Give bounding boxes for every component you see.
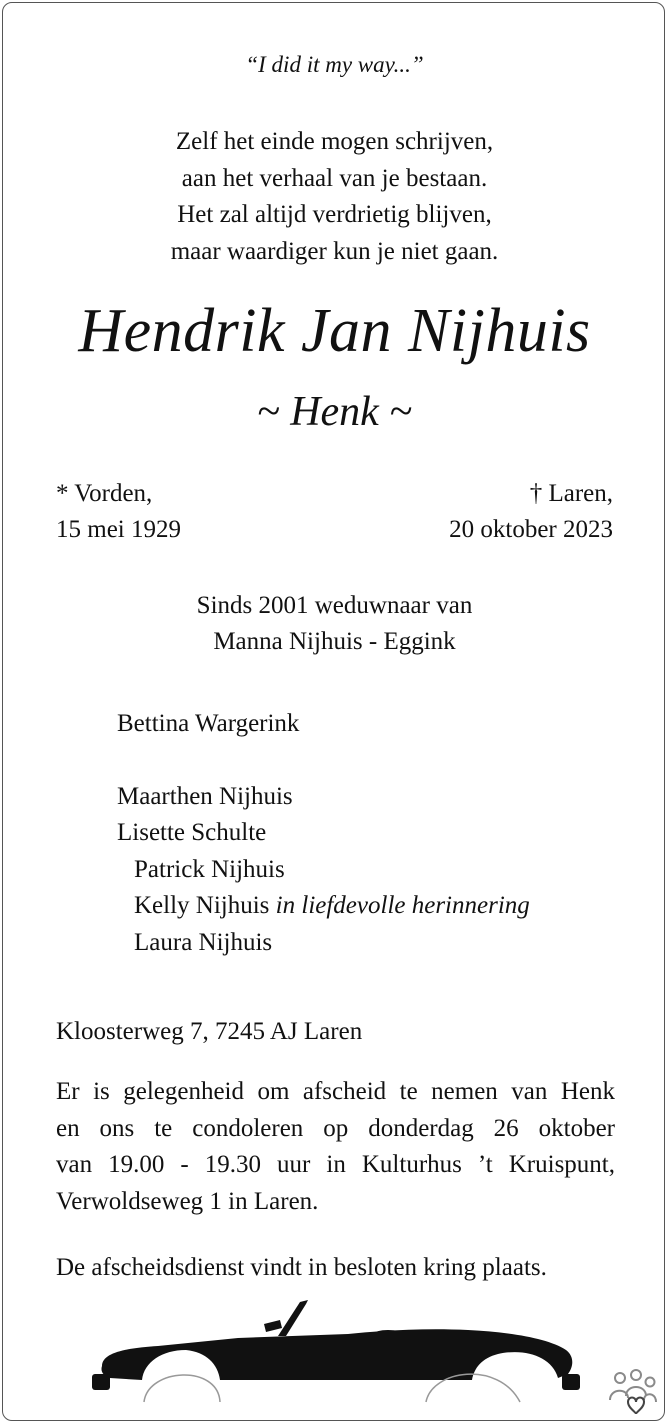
quote: “I did it my way...” — [245, 52, 424, 77]
convertible-car-icon — [88, 1294, 588, 1404]
condolence-line: en ons te condoleren op donderdag 26 oktober — [56, 1114, 615, 1142]
family-child-partner: Lisette Schulte — [117, 819, 267, 846]
grandchild-note: in liefdevolle herinnering — [275, 892, 530, 919]
widow-line: Manna Nijhuis - Eggink — [213, 628, 456, 655]
poem-line: maar waardiger kun je niet gaan. — [170, 237, 499, 265]
death-info — [449, 476, 613, 548]
widow-line: Sinds 2001 weduwnaar van — [196, 592, 473, 619]
deceased-nickname: ~ Henk ~ — [256, 389, 413, 435]
family-grandchild: Patrick Nijhuis — [134, 856, 285, 883]
family-grandchild — [134, 892, 530, 920]
condolence-paragraph — [56, 1074, 615, 1220]
widow-text — [0, 588, 669, 660]
poem-line: Het zal altijd verdrietig blijven, — [177, 201, 492, 228]
family-partner: Bettina Wargerink — [117, 710, 300, 737]
poem — [0, 124, 669, 270]
people-logo-icon — [606, 1368, 658, 1416]
condolence-line: van 19.00 - 19.30 uur in Kulturhus ’t Kruispunt, — [56, 1151, 615, 1178]
birth-date: 15 mei 1929 — [56, 516, 181, 543]
death-date: 20 oktober 2023 — [449, 516, 613, 543]
condolence-line: Er is gelegenheid om afscheid te nemen van Henk — [56, 1078, 615, 1105]
poem-line: Zelf het einde mogen schrijven, — [175, 128, 494, 155]
birth-info — [56, 476, 181, 548]
poem-line: aan het verhaal van je bestaan. — [181, 164, 488, 192]
condolence-line: Verwoldseweg 1 in Laren. — [56, 1187, 319, 1215]
closing-text: De afscheidsdienst vindt in besloten kring plaats. — [56, 1254, 547, 1281]
birth-place: * Vorden, — [56, 480, 153, 507]
grandchild-name: Kelly Nijhuis — [134, 892, 270, 919]
address: Kloosterweg 7, 7245 AJ Laren — [56, 1018, 363, 1045]
deceased-name: Hendrik Jan Nijhuis — [78, 297, 591, 365]
death-place: † Laren, — [529, 480, 613, 507]
family-grandchild: Laura Nijhuis — [134, 929, 273, 956]
family-child: Maarthen Nijhuis — [117, 783, 293, 810]
